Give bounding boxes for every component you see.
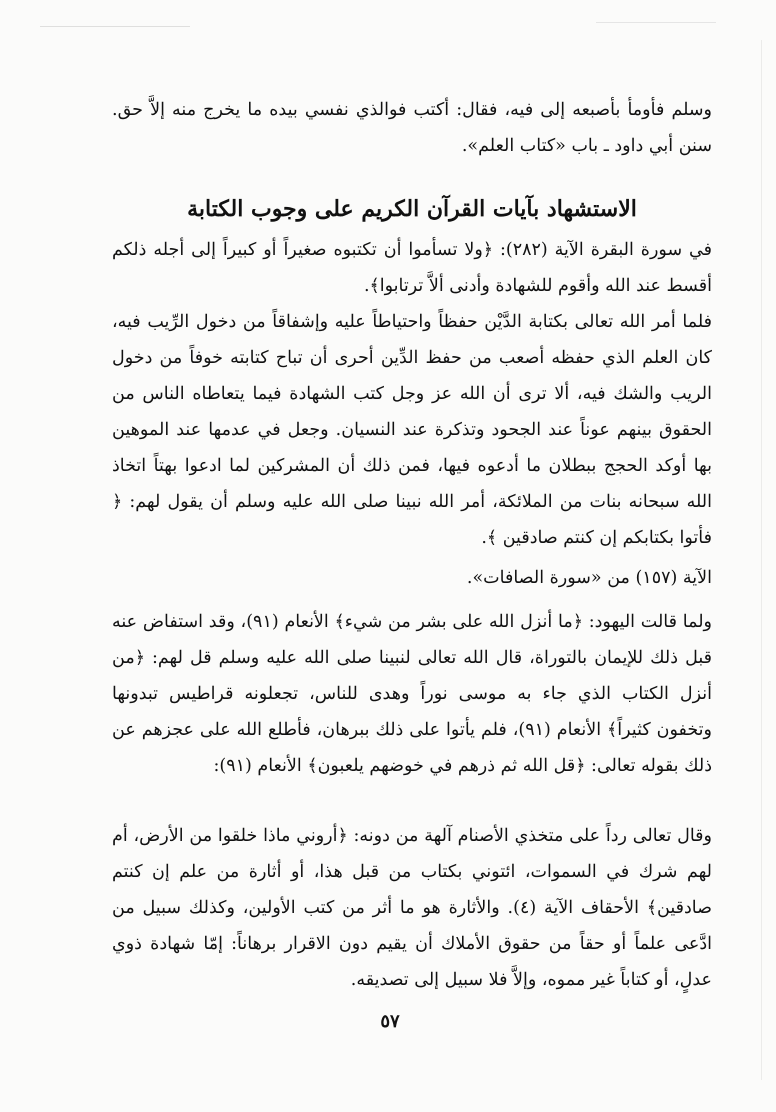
paragraph-jews-saying: ولما قالت اليهود: ﴿ما أنزل الله على بشر من شيء﴾ الأنعام (٩١)، وقد استفاض عنه قبل ذلك للإيمان بالتوراة، قال الله تعالى لنبينا صلى الله عليه وسلم قل لهم: ﴿من أنزل الكتاب الذي جاء به موسى نوراً وهدى للناس، تجعلونه قراطيس تبدونها وتخفون كثيراً﴾ الأنعام (٩١)، فلم يأتوا على ذلك ببرهان، فأطلع الله على عجزهم عن ذلك بقوله تعالى: ﴿قل الله ثم ذرهم في خوضهم يلعبون﴾ الأنعام (٩١): (112, 612, 712, 776)
scan-artifact-right-edge (761, 40, 762, 1080)
section-heading: الاستشهاد بآيات القرآن الكريم على وجوب الكتابة (187, 195, 637, 222)
paragraph-writing-debt: فلما أمر الله تعالى بكتابة الدَّيْن حفظاً واحتياطاً عليه وإشفاقاً من دخول الرِّيب فيه، كان العلم الذي حفظه أصعب من حفظ الدِّين أحرى أن تباح كتابته خوفاً من دخول الريب والشك فيه، ألا ترى أن الله عز وجل كتب الشهادة فيما يتعاطاه الناس من الحقوق بينهم عوناً عند الجحود وتذكرة عند النسيان. وجعل في عدمها عند الموهين بها أوكد الحجج ببطلان ما أدعوه فيها، فمن ذلك أن المشركين لما ادعوا بهتاً اتخاذ الله سبحانه بنات من الملائكة، أمر الله نبينا صلى الله عليه وسلم أن يقول لهم: ﴿ فأتوا بكتابكم إن كنتم صادقين ﴾. (112, 312, 712, 548)
scan-artifact-top-line (40, 26, 190, 27)
scan-artifact-top-line-right (596, 22, 716, 23)
paragraph-idol-worshippers: وقال تعالى رداً على متخذي الأصنام آلهة من دونه: ﴿أروني ماذا خلقوا من الأرض، أم لهم شرك في السموات، ائتوني بكتاب من قبل هذا، أو أثارة من علم إن كنتم صادقين﴾ الأحقاف الآية (٤). والأثارة هو ما أثر من كتب الأولين، وكذلك سبيل من ادَّعى علماً أو حقاً من حقوق الأملاك أن يقيم دون الاقرار برهاناً: إمّا شهادة ذوي عدلٍ، أو كتاباً غير مموه، وإلاَّ فلا سبيل إلى تصديقه. (112, 826, 712, 990)
paragraph-hadith-ending: وسلم فأومأ بأصبعه إلى فيه، فقال: أكتب فوالذي نفسي بيده ما يخرج منه إلاَّ حق. سنن أبي داود ـ باب «كتاب العلم». (112, 100, 712, 156)
paragraph-verse-reference: الآية (١٥٧) من «سورة الصافات». (466, 568, 712, 588)
page-number: ٥٧ (380, 1011, 400, 1032)
paragraph-surah-baqarah: في سورة البقرة الآية (٢٨٢): ﴿ولا تسأموا أن تكتبوه صغيراً أو كبيراً إلى أجله ذلكم أقسط عند الله وأقوم للشهادة وأدنى ألاَّ ترتابوا﴾. (112, 240, 712, 296)
